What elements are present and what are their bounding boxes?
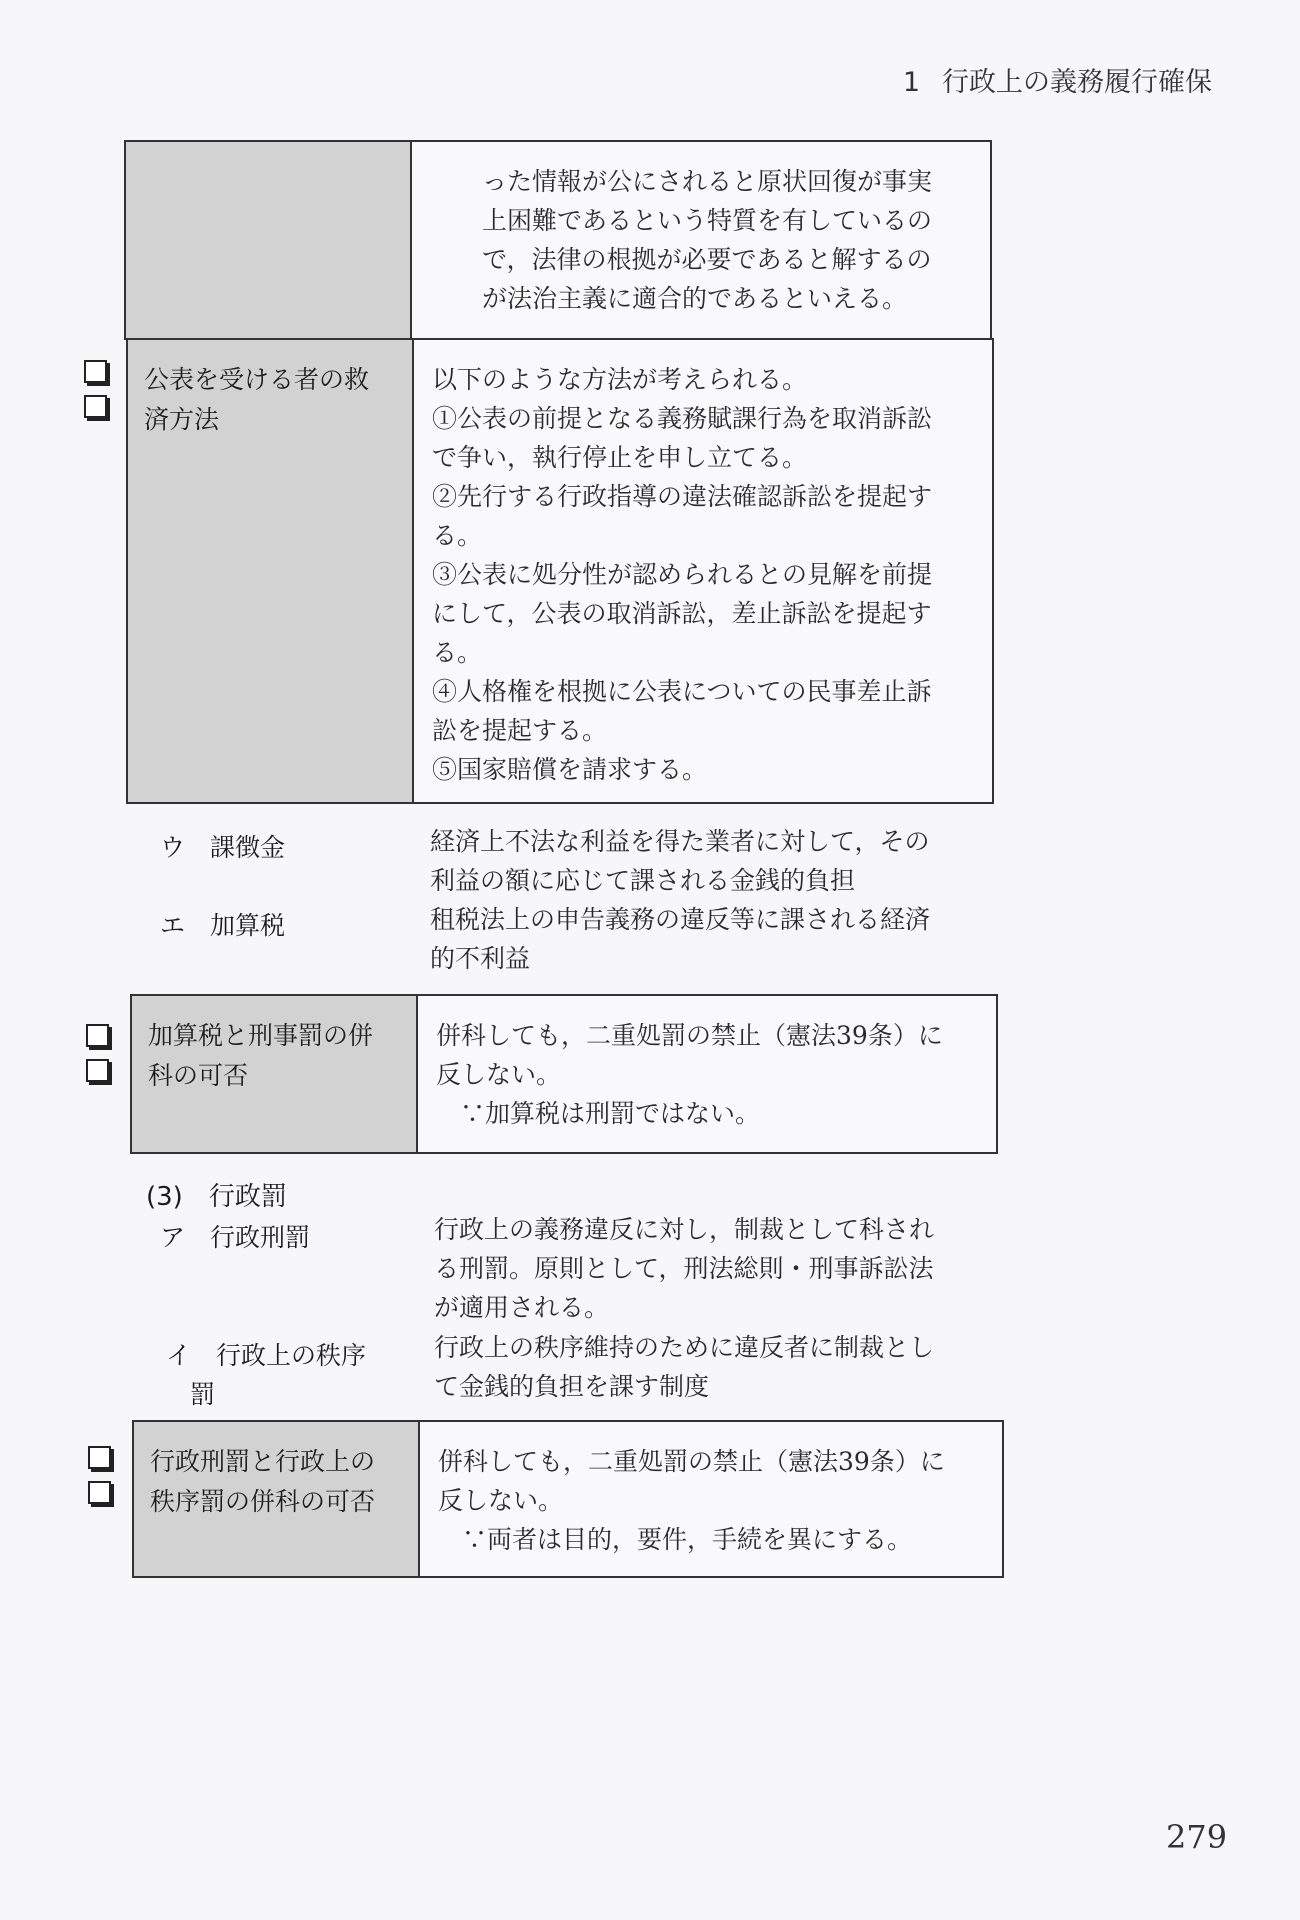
text-line: 的不利益: [430, 944, 531, 973]
label-line: 加算税と刑事罰の併: [148, 1021, 374, 1050]
text-line: ④人格権を根拠に公表についての民事差止訴: [432, 677, 932, 706]
box-kasanzei: [130, 994, 998, 1154]
label-line: 罰: [190, 1380, 216, 1409]
checkbox[interactable]: [84, 360, 107, 383]
def-kachoukin: [430, 822, 930, 900]
checkbox[interactable]: [88, 1446, 111, 1469]
text-line: 併科しても，二重処罰の禁止（憲法39条）に: [438, 1447, 945, 1476]
section-heading: (3) 行政罰: [146, 1182, 287, 1212]
box-heika-label: [134, 1422, 420, 1576]
text-line: 租税法上の申告義務の違反等に課される経済: [430, 905, 931, 934]
term-chitsujobatsu: [166, 1336, 366, 1414]
text-line: 行政上の義務違反に対し，制裁として科され: [434, 1215, 935, 1244]
running-header: [903, 60, 1212, 99]
reason-line: ∵両者は目的，要件，手続を異にする。: [462, 1525, 913, 1554]
checkbox[interactable]: [86, 1059, 109, 1082]
box-remedies: [126, 338, 994, 804]
def-kasanzei: [430, 900, 930, 978]
text-line: 以下のような方法が考えられる。: [432, 365, 808, 394]
text-line: ③公表に処分性が認められるとの見解を前提: [432, 560, 933, 589]
label-line: イ 行政上の秩序: [166, 1341, 367, 1370]
text-line: 上困難であるという特質を有しているの: [482, 206, 933, 235]
text-line: 行政上の秩序維持のために違反者に制裁とし: [434, 1333, 935, 1362]
label-line: 行政刑罰と行政上の: [150, 1447, 376, 1476]
text-line: る。: [432, 521, 483, 550]
text-line: る。: [432, 638, 483, 667]
text-line: で争い，執行停止を申し立てる。: [432, 443, 808, 472]
text-line: 利益の額に応じて課される金銭的負担: [430, 866, 856, 895]
label-line: 済方法: [144, 405, 220, 434]
text-line: る刑罰。原則として，刑法総則・刑事訴訟法: [434, 1254, 934, 1283]
checkbox-group-heika: [88, 1446, 111, 1516]
text-line: ①公表の前提となる義務賦課行為を取消訴訟: [432, 404, 933, 433]
box-heika-body: [420, 1422, 1002, 1576]
text-line: った情報が公にされると原状回復が事実: [482, 167, 933, 196]
box-continuation-label: [126, 142, 412, 338]
text-line: 経済上不法な利益を得た業者に対して，その: [430, 827, 930, 856]
text-line: 反しない。: [438, 1486, 564, 1515]
term-kasanzei: エ 加算税: [160, 911, 286, 940]
box-continuation: [124, 140, 992, 340]
text-line: て金銭的負担を課す制度: [434, 1372, 710, 1401]
page-number: 279: [1166, 1818, 1228, 1856]
text-line: ⑤国家賠償を請求する。: [432, 755, 708, 784]
box-heika: [132, 1420, 1004, 1578]
checkbox-group-kasanzei: [86, 1024, 109, 1094]
box-remedies-body: [414, 340, 992, 802]
def-chitsujobatsu: [434, 1328, 934, 1406]
def-gyousei-keibatsu: [434, 1210, 934, 1327]
box-continuation-body: [412, 142, 990, 338]
label-line: 秩序罰の併科の可否: [150, 1487, 376, 1516]
label-line: 公表を受ける者の救: [144, 365, 370, 394]
term-gyousei-keibatsu: ア 行政刑罰: [160, 1223, 311, 1252]
checkbox-group-remedies: [84, 360, 107, 430]
chapter-title: 行政上の義務履行確保: [942, 67, 1212, 98]
text-line: 併科しても，二重処罰の禁止（憲法39条）に: [436, 1021, 943, 1050]
checkbox[interactable]: [88, 1481, 111, 1504]
checkbox[interactable]: [86, 1024, 109, 1047]
text-line: が法治主義に適合的であるといえる。: [482, 284, 908, 313]
box-remedies-label: [128, 340, 414, 802]
text-line: が適用される。: [434, 1293, 610, 1322]
text-line: で，法律の根拠が必要であると解するの: [482, 245, 932, 274]
reason-line: ∵加算税は刑罰ではない。: [460, 1099, 761, 1128]
text-line: 訟を提起する。: [432, 716, 608, 745]
box-kasanzei-body: [418, 996, 996, 1152]
text-line: ②先行する行政指導の違法確認訴訟を提起す: [432, 482, 933, 511]
chapter-number: 1: [902, 67, 920, 98]
label-line: 科の可否: [148, 1061, 249, 1090]
term-kachoukin: ウ 課徴金: [160, 833, 286, 862]
checkbox[interactable]: [84, 395, 107, 418]
text-line: にして，公表の取消訴訟，差止訴訟を提起す: [432, 599, 932, 628]
text-line: 反しない。: [436, 1060, 562, 1089]
box-kasanzei-label: [132, 996, 418, 1152]
